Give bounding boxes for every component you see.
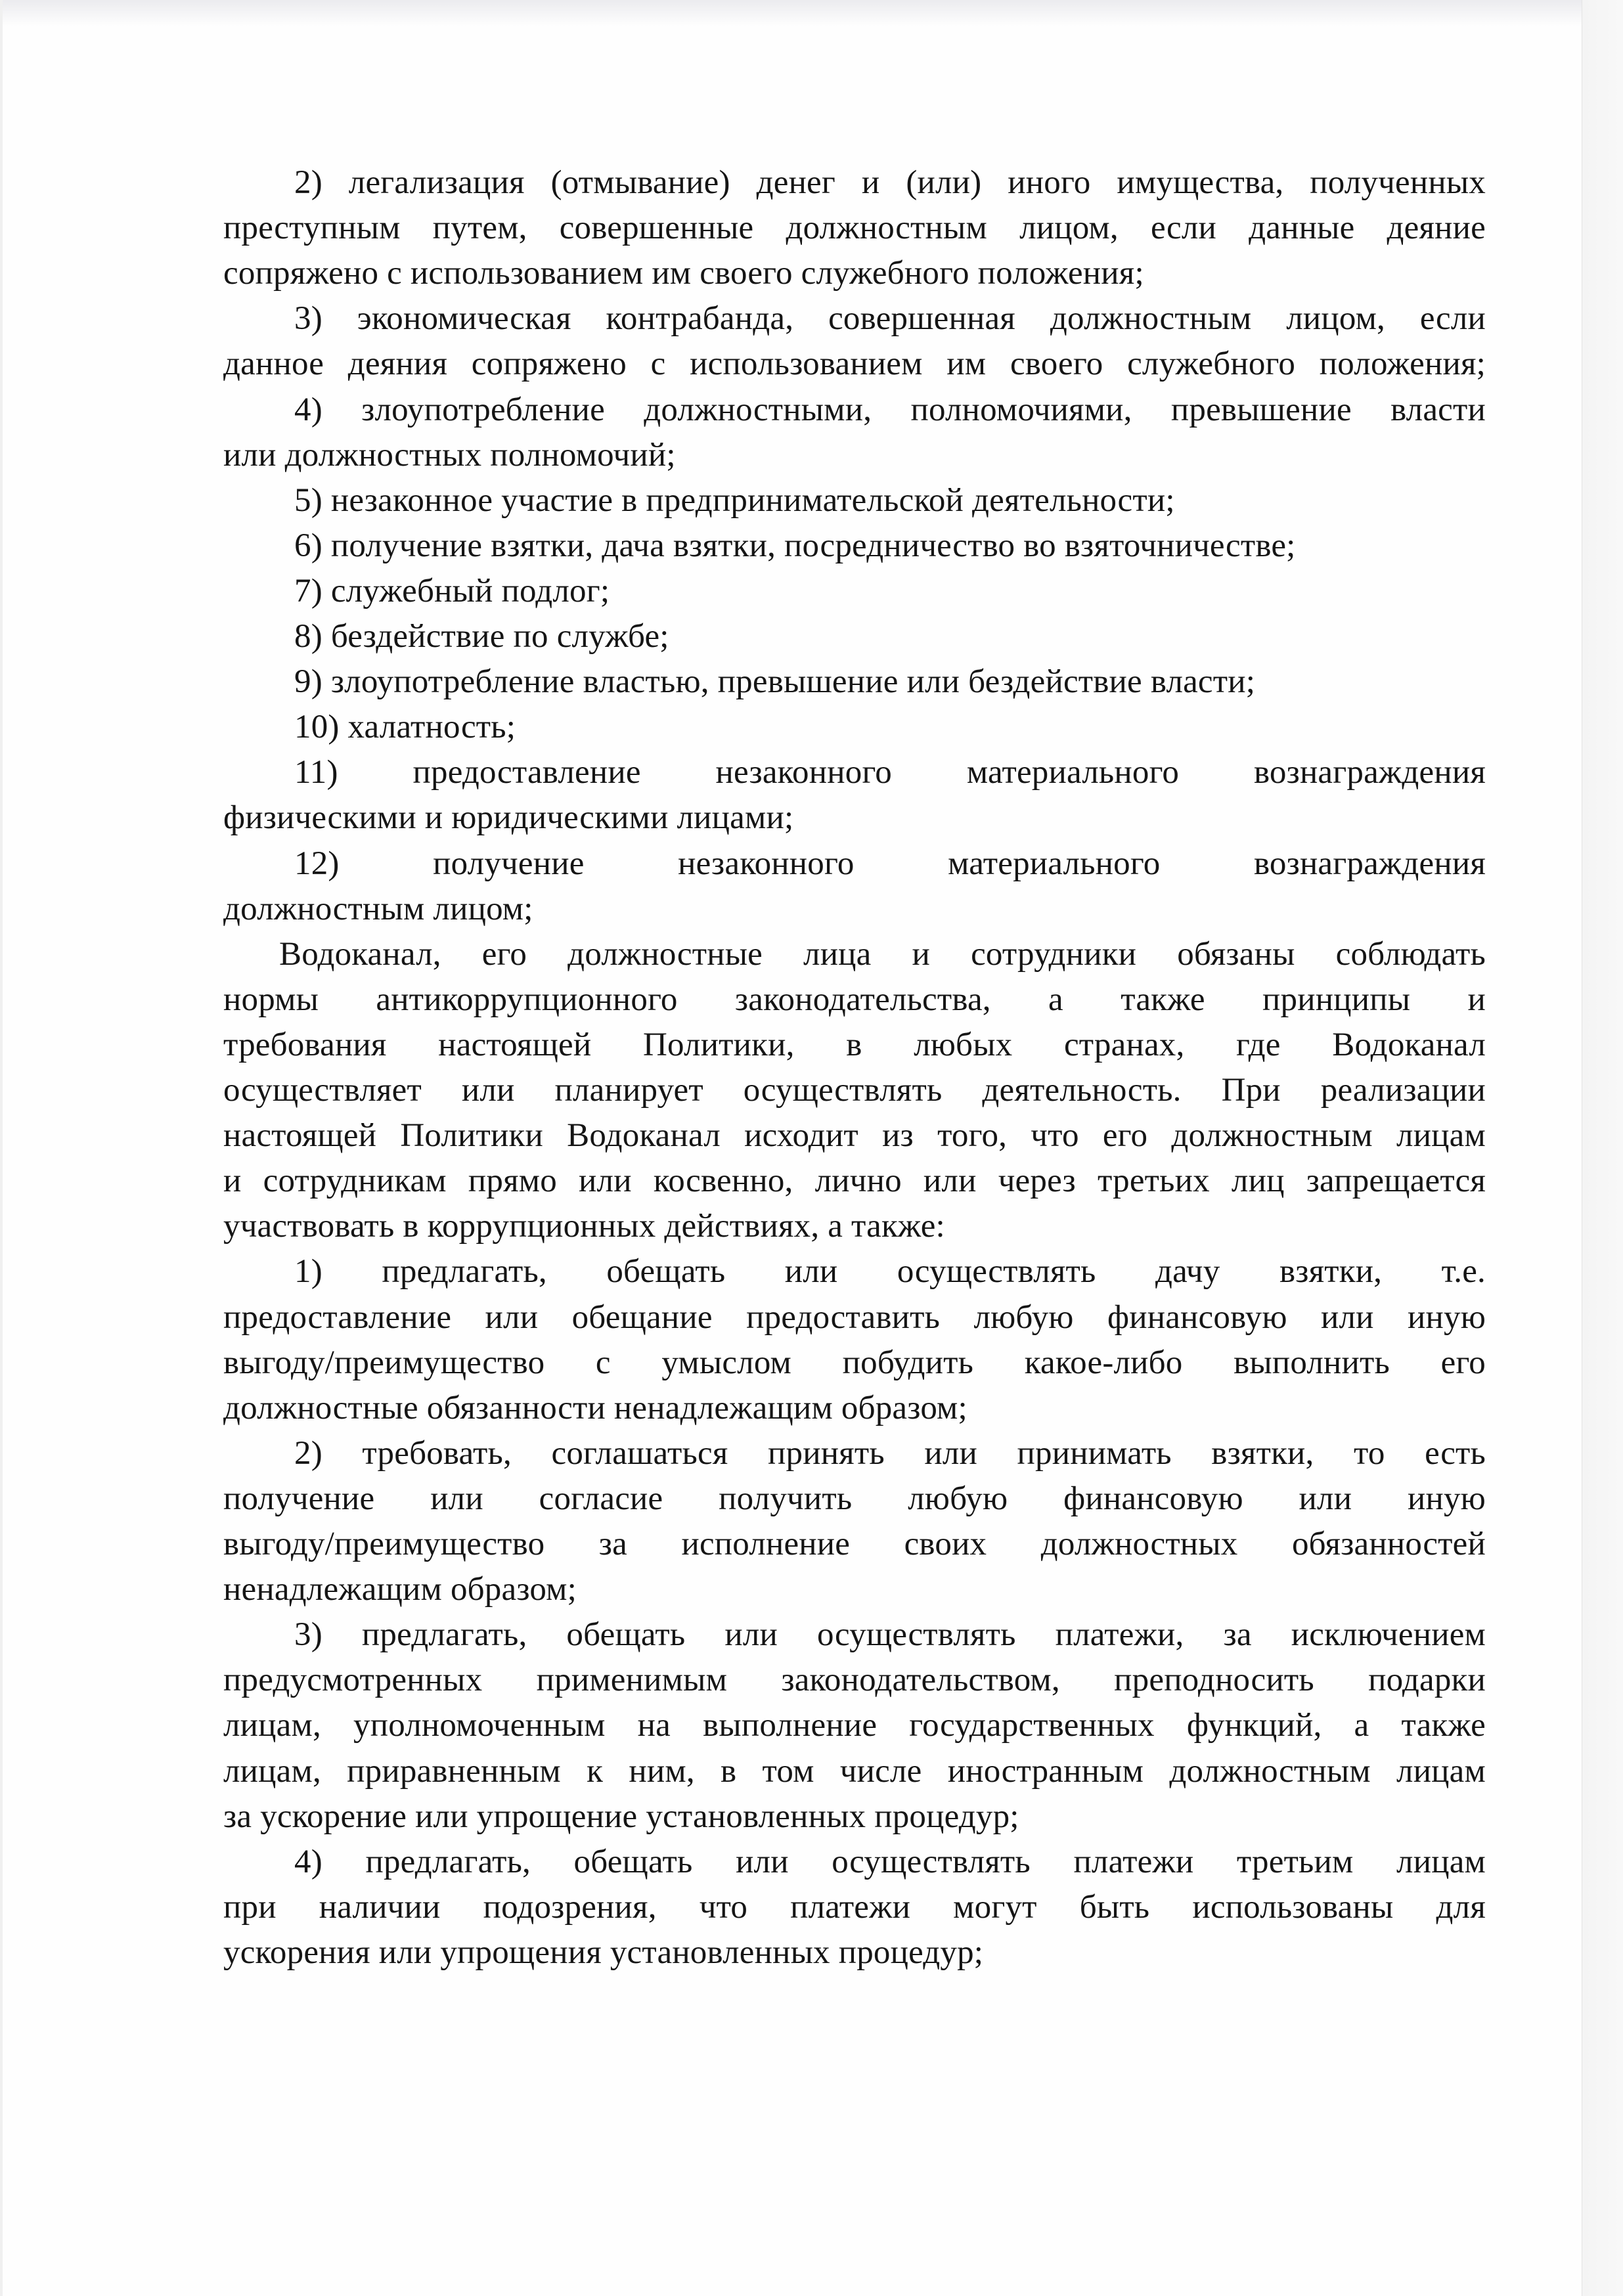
text-line: и сотрудникам прямо или косвенно, лично или через третьих лиц запрещается: [223, 1162, 1486, 1200]
text-line: должностным лицом;: [223, 890, 533, 927]
text-line: 4) предлагать, обещать или осуществлять платежи третьим лицам: [294, 1843, 1486, 1880]
text-line: настоящей Политики Водоканал исходит из того, что его должностным лицам: [223, 1117, 1486, 1155]
text-line: 7) служебный подлог;: [294, 572, 610, 609]
text-line: 12) получение незаконного материального вознаграждения: [294, 845, 1486, 882]
text-line: осуществляет или планирует осуществлять деятельность. При реализации: [223, 1072, 1486, 1109]
text-line: физическими и юридическими лицами;: [223, 799, 794, 837]
text-line: 4) злоупотребление должностными, полномочиями, превышение власти: [294, 391, 1486, 428]
text-line: 8) бездействие по службе;: [294, 618, 669, 655]
text-line: преступным путем, совершенные должностным лицом, если данные деяние: [223, 210, 1486, 247]
text-line: сопряжено с использованием им своего служебного положения;: [223, 255, 1144, 292]
text-line: 2) легализация (отмывание) денег и (или) иного имущества, полученных: [294, 164, 1486, 201]
text-line: получение или согласие получить любую финансовую или иную: [223, 1480, 1486, 1517]
text-line: ненадлежащим образом;: [223, 1571, 577, 1608]
text-line: 2) требовать, соглашаться принять или принимать взятки, то есть: [294, 1434, 1486, 1472]
text-line: лицам, уполномоченным на выполнение государственных функций, а также: [223, 1707, 1486, 1744]
text-line: 1) предлагать, обещать или осуществлять дачу взятки, т.е.: [294, 1253, 1486, 1291]
text-line: требования настоящей Политики, в любых странах, где Водоканал: [223, 1026, 1486, 1063]
text-line: выгоду/преимущество с умыслом побудить какое-либо выполнить его: [223, 1344, 1486, 1381]
text-line: 11) предоставление незаконного материального вознаграждения: [294, 754, 1486, 791]
text-line: должностные обязанности ненадлежащим образом;: [223, 1389, 967, 1426]
text-line: предусмотренных применимым законодательством, преподносить подарки: [223, 1662, 1486, 1699]
scan-artifact-left: [0, 0, 3, 2296]
text-line: 10) халатность;: [294, 709, 516, 746]
scan-artifact-top: [0, 0, 1590, 26]
text-line: за ускорение или упрощение установленных процедур;: [223, 1798, 1019, 1835]
scan-artifact-right: [1582, 0, 1623, 2296]
text-line: Водоканал, его должностные лица и сотрудники обязаны соблюдать: [279, 935, 1486, 973]
text-line: 9) злоупотребление властью, превышение или бездействие власти;: [294, 663, 1256, 701]
text-line: 5) незаконное участие в предпринимательской деятельности;: [294, 481, 1175, 519]
text-line: 6) получение взятки, дача взятки, посредничество во взяточничестве;: [294, 527, 1296, 564]
text-line: выгоду/преимущество за исполнение своих должностных обязанностей: [223, 1526, 1486, 1562]
text-line: лицам, приравненным к ним, в том числе иностранным должностным лицам: [223, 1752, 1486, 1790]
text-line: или должностных полномочий;: [223, 436, 676, 474]
text-line: данное деяния сопряжено с использованием им своего служебного положения;: [223, 345, 1486, 383]
text-line: ускорения или упрощения установленных процедур;: [223, 1933, 984, 1971]
text-line: 3) предлагать, обещать или осуществлять платежи, за исключением: [294, 1616, 1486, 1654]
text-line: при наличии подозрения, что платежи могут быть использованы для: [223, 1888, 1486, 1926]
text-line: участвовать в коррупционных действиях, а также:: [223, 1208, 945, 1245]
text-line: нормы антикоррупционного законодательства, а также принципы и: [223, 981, 1486, 1018]
text-line: 3) экономическая контрабанда, совершенная должностным лицом, если: [294, 300, 1486, 338]
text-line: предоставление или обещание предоставить любую финансовую или иную: [223, 1298, 1486, 1336]
